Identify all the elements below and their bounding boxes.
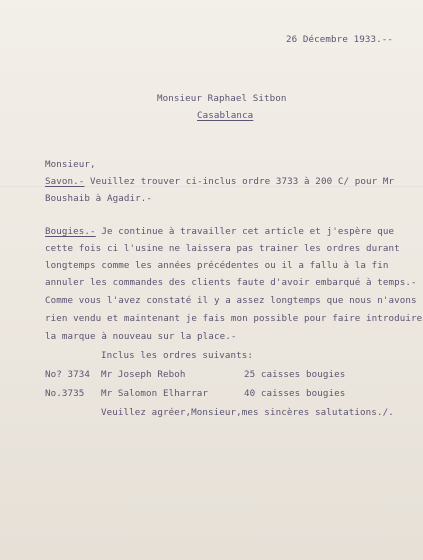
order-quantity: 25 caisses bougies <box>244 369 346 380</box>
bougies-paragraph-line-6: rien vendu et maintenant je fais mon possible pour faire introduire <box>45 313 423 324</box>
recipient-city: Casablanca <box>197 110 254 121</box>
order-client: Mr Joseph Reboh <box>101 369 186 380</box>
order-client: Mr Salomon Elharrar <box>101 388 208 399</box>
bougies-heading: Bougies.- <box>45 226 96 237</box>
savon-text-1: Veuillez trouver ci-inclus ordre 3733 à 200 C/ pour Mr <box>84 176 395 187</box>
bougies-paragraph-line-5: Comme vous l'avez constaté il y a assez longtemps que nous n'avons <box>45 295 417 306</box>
bougies-paragraph-line-2: cette fois ci l'usine ne laissera pas trainer les ordres durant <box>45 243 400 254</box>
recipient-name: Monsieur Raphael Sitbon <box>157 93 287 104</box>
order-quantity: 40 caisses bougies <box>244 388 346 399</box>
bougies-paragraph-line-4: annuler les commandes des clients faute d'avoir embarqué à temps.- <box>45 277 417 288</box>
bougies-paragraph-line-1 <box>45 227 394 236</box>
savon-paragraph-line-2: Boushaib à Agadir.- <box>45 193 152 204</box>
bougies-paragraph-line-3: longtemps comme les années précédentes ou il a fallu à la fin <box>45 260 389 271</box>
order-number: No? 3734 <box>45 369 91 380</box>
savon-paragraph-line-1 <box>45 177 394 186</box>
bougies-paragraph-line-7: la marque à nouveau sur la place.- <box>45 331 237 342</box>
bougies-text-1: Je continue à travailler cet article et j'espère que <box>95 226 395 237</box>
order-number: No.3735 <box>45 388 85 399</box>
savon-heading: Savon.- <box>45 176 85 187</box>
letter-date: 26 Décembre 1933.-- <box>286 34 393 45</box>
salutation: Monsieur, <box>45 159 96 170</box>
closing-salutation: Veuillez agréer,Monsieur,mes sincères salutations./. <box>101 407 394 418</box>
orders-intro: Inclus les ordres suivants: <box>101 350 254 361</box>
